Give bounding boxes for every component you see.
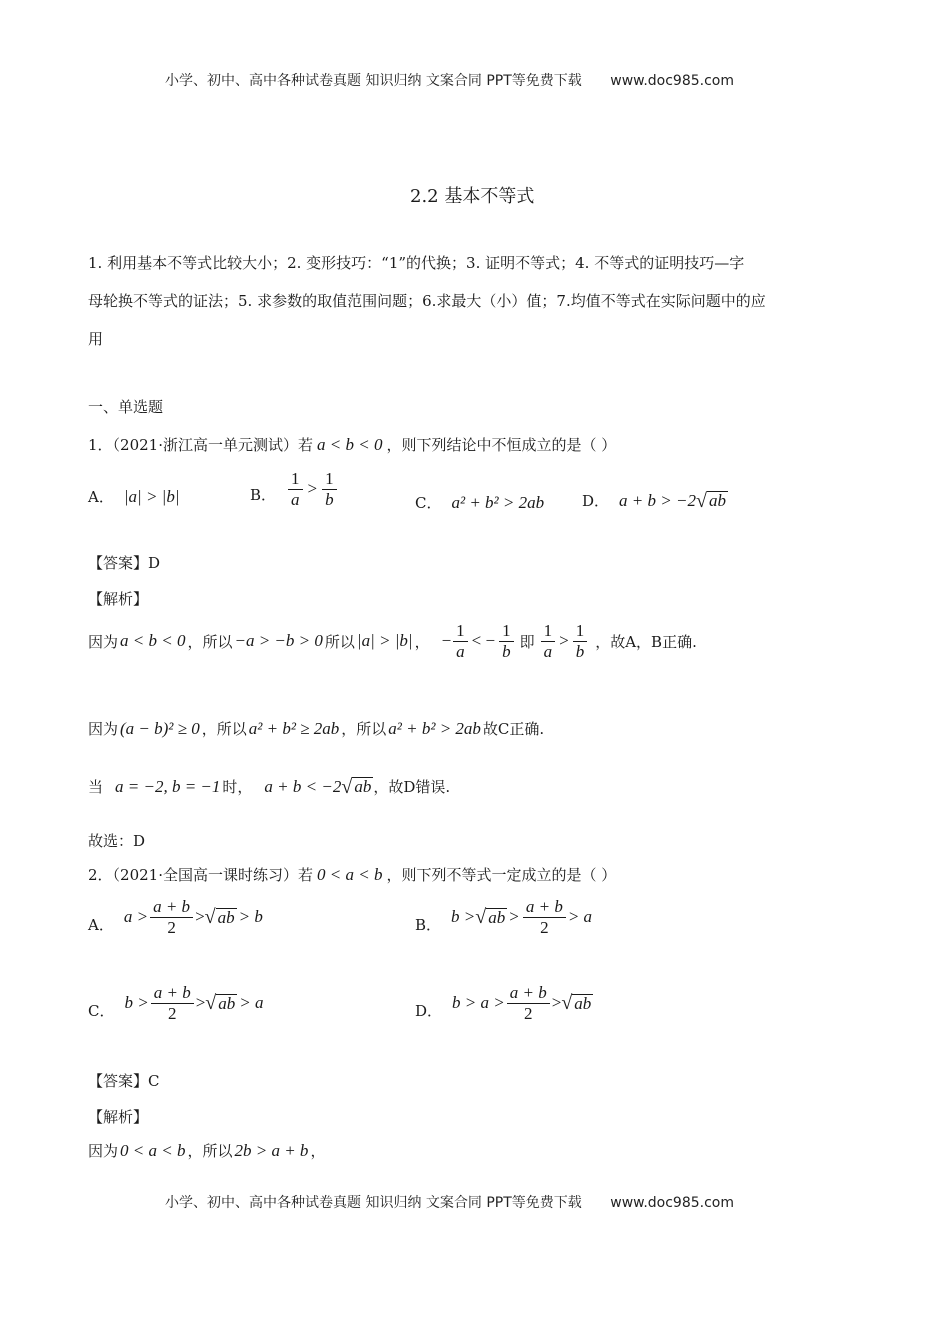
q2-option-b-frac: $\frac{a + b}{2}$ bbox=[523, 898, 566, 937]
q2-option-a-frac: $\frac{a + b}{2}$ bbox=[150, 898, 193, 937]
q1-analysis-label: 【解析】 bbox=[88, 590, 149, 608]
q1-solution-line-2: 因为 (a − b)² ≥ 0 ，所以 a² + b² ≥ 2ab ，所以 a² + b² > 2ab 故C正确. bbox=[88, 718, 545, 738]
q2-option-a-sqrt: √ ab bbox=[204, 906, 235, 929]
page-footer bbox=[165, 1192, 734, 1212]
q1-sol-frac-2: $\frac{1}{b}$ bbox=[499, 622, 514, 661]
header-text: 小学、初中、高中各种试卷真题 知识归纳 文案合同 PPT等免费下载 bbox=[165, 73, 582, 89]
q1-option-d-sqrt: √ ab bbox=[695, 489, 726, 512]
q1-option-b-label: B． bbox=[250, 485, 277, 504]
q1-stem-math: a < b < 0 bbox=[317, 434, 383, 454]
q1-choose: 故选：D bbox=[88, 832, 146, 850]
q2-option-c-frac: $\frac{a + b}{2}$ bbox=[151, 984, 194, 1023]
q1-option-a-label: A． bbox=[88, 488, 114, 506]
q1-option-d-math: a + b > −2 bbox=[619, 490, 696, 510]
footer-url[interactable]: www.doc985.com bbox=[610, 1195, 734, 1211]
q2-stem-math: 0 < a < b bbox=[317, 864, 383, 884]
q2-analysis-label: 【解析】 bbox=[88, 1108, 149, 1126]
q1-answer: 【答案】D bbox=[88, 554, 161, 572]
q2-option-c-sqrt: √ ab bbox=[205, 992, 236, 1015]
q2-option-d-sqrt: √ ab bbox=[561, 992, 592, 1015]
q1-option-a[interactable] bbox=[88, 486, 180, 507]
q1-option-c-label: C． bbox=[415, 494, 442, 512]
q2-stem-post: ，则下列不等式一定成立的是（ ） bbox=[386, 866, 617, 884]
q2-stem-pre: 2．（2021·全国高一课时练习）若 bbox=[88, 866, 313, 884]
intro-line-1: 1. 利用基本不等式比较大小；2. 变形技巧：“1”的代换；3. 证明不等式；4. 不等式的证明技巧—字 bbox=[88, 254, 745, 272]
q2-option-b-sqrt: √ ab bbox=[475, 906, 506, 929]
q1-option-c-math: a² + b² > 2ab bbox=[451, 492, 545, 512]
q2-option-d[interactable]: D． b > a > $\frac{a + b}{2}$ > √ ab bbox=[415, 983, 592, 1023]
q1-option-b-op: > bbox=[307, 479, 318, 499]
q1-sol-frac-4: $\frac{1}{b}$ bbox=[573, 622, 588, 661]
q1-solution-line-3: 当 a = −2, b = −1 时， a + b < −2 √ ab ，故D错误. bbox=[88, 775, 451, 798]
intro-line-3: 用 bbox=[88, 330, 104, 348]
q1-option-d[interactable] bbox=[582, 490, 728, 511]
q1-stem-post: ，则下列结论中不恒成立的是（ ） bbox=[386, 436, 617, 454]
q1-sol-frac-1: $\frac{1}{a}$ bbox=[453, 622, 468, 661]
q1-solution-line-1: 因为 a < b < 0 ，所以 −a > −b > 0 所以 |a| > |b| ， − $\frac{1}{a}$ < − $\frac{1}{b}$ 即 $\frac{1}{a}$ > $\frac{1}{b}$ ，故A，B正确. bbox=[88, 621, 697, 661]
section-heading: 一、单选题 bbox=[88, 398, 164, 416]
footer-text: 小学、初中、高中各种试卷真题 知识归纳 文案合同 PPT等免费下载 bbox=[165, 1195, 582, 1211]
intro-line-2: 母轮换不等式的证法；5. 求参数的取值范围问题；6.求最大（小）值；7.均值不等式在实际问题中的应 bbox=[88, 292, 766, 310]
q1-sol-sqrt: √ ab bbox=[341, 775, 372, 798]
q1-option-c[interactable] bbox=[415, 492, 544, 513]
q2-option-a[interactable]: A． a > $\frac{a + b}{2}$ > √ ab > b bbox=[88, 897, 263, 937]
page-title: 2.2 基本不等式 bbox=[410, 186, 535, 207]
q1-option-b[interactable] bbox=[250, 470, 339, 509]
q2-answer: 【答案】C bbox=[88, 1072, 160, 1090]
q1-sol-frac-3: $\frac{1}{a}$ bbox=[541, 622, 556, 661]
q2-option-d-frac: $\frac{a + b}{2}$ bbox=[507, 984, 550, 1023]
q2-option-b[interactable]: B． b > √ ab > $\frac{a + b}{2}$ > a bbox=[415, 897, 593, 937]
page-header bbox=[165, 70, 734, 90]
q1-stem bbox=[88, 434, 616, 455]
q1-option-d-label: D． bbox=[582, 492, 610, 510]
q1-stem-pre: 1．（2021·浙江高一单元测试）若 bbox=[88, 436, 313, 454]
header-url[interactable]: www.doc985.com bbox=[610, 73, 734, 89]
q2-solution-line-1: 因为 0 < a < b ，所以 2b > a + b ， bbox=[88, 1140, 326, 1160]
q2-option-c[interactable]: C． b > $\frac{a + b}{2}$ > √ ab > a bbox=[88, 983, 264, 1023]
q2-stem bbox=[88, 864, 616, 885]
q1-option-b-frac-1: $\frac{1}{a}$ bbox=[288, 470, 303, 509]
q1-option-b-frac-2: $\frac{1}{b}$ bbox=[322, 470, 337, 509]
q1-option-a-math: |a| > |b| bbox=[123, 486, 180, 506]
